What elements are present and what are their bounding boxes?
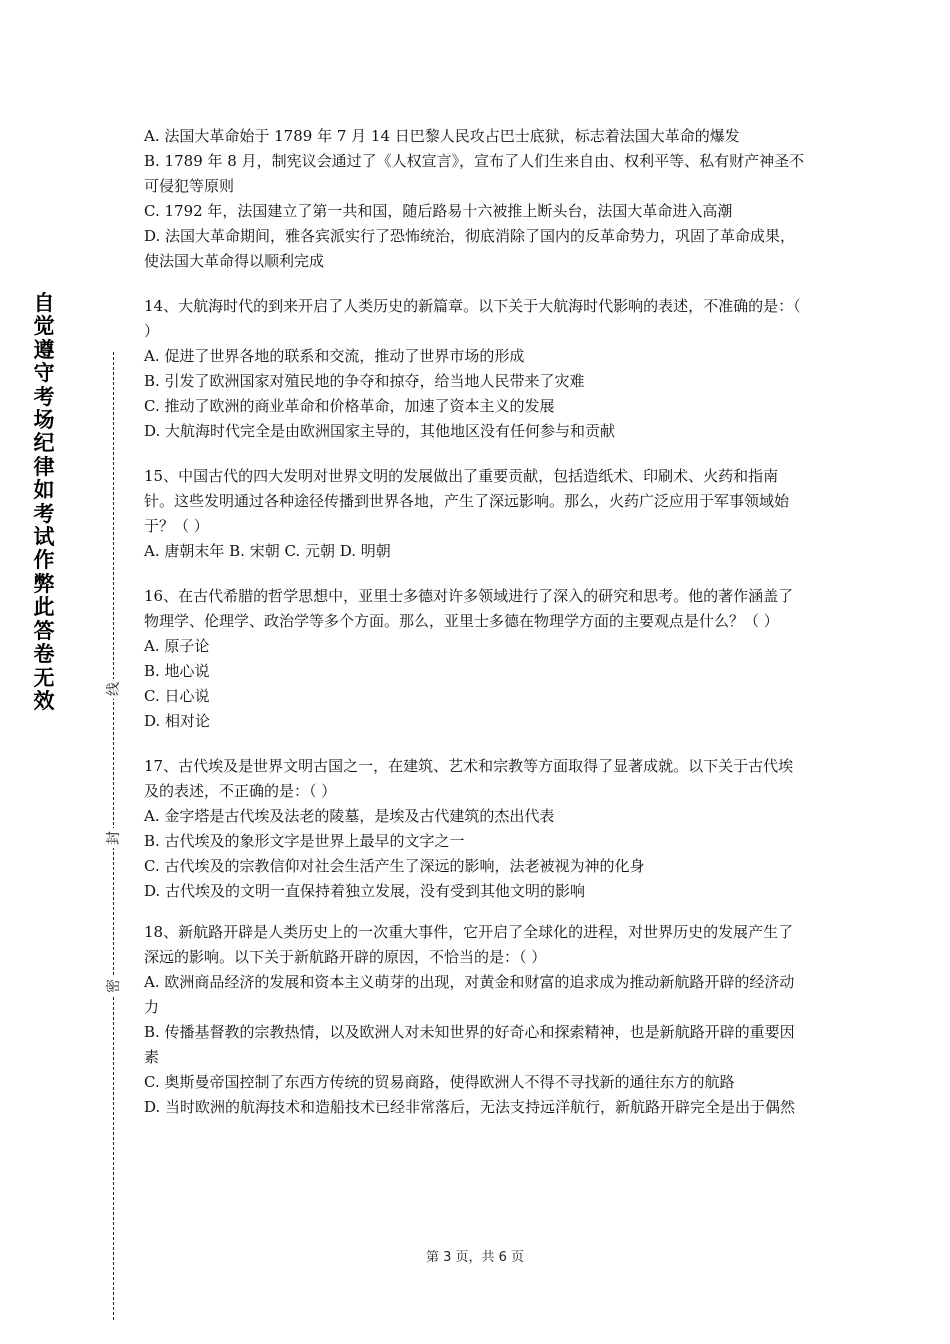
seal-label-feng: 封 — [103, 828, 125, 848]
seal-label-mi: 密 — [103, 976, 125, 996]
question-15 — [144, 464, 808, 564]
option-line: C. 日心说 — [144, 687, 210, 705]
question-13-options — [144, 124, 808, 274]
question-stem: 15、中国古代的四大发明对世界文明的发展做出了重要贡献，包括造纸术、印刷术、火药和指南针。这些发明通过各种途径传播到世界各地，产生了深远影响。那么，火药广泛应用于军事领域始于？（ ） — [144, 467, 790, 535]
option-line: B. 1789 年 8 月，制宪议会通过了《人权宣言》，宣布了人们生来自由、权利平等、私有财产神圣不可侵犯等原则 — [144, 152, 805, 195]
page-number: 第 3 页，共 6 页 — [425, 1250, 525, 1265]
question-stem: 16、在古代希腊的哲学思想中，亚里士多德对许多领域进行了深入的研究和思考。他的著作涵盖了物理学、伦理学、政治学等多个方面。那么，亚里士多德在物理学方面的主要观点是什么？（ ） — [144, 587, 794, 630]
option-line: C. 古代埃及的宗教信仰对社会生活产生了深远的影响，法老被视为神的化身 — [144, 857, 645, 875]
option-line: B. 古代埃及的象形文字是世界上最早的文字之一 — [144, 832, 465, 850]
option-line: B. 地心说 — [144, 662, 210, 680]
option-line: A. 欧洲商品经济的发展和资本主义萌芽的出现，对黄金和财富的追求成为推动新航路开辟的经济动力 — [144, 973, 795, 1016]
option-line: B. 引发了欧洲国家对殖民地的争夺和掠夺，给当地人民带来了灾难 — [144, 372, 585, 390]
question-16 — [144, 584, 808, 734]
option-line: A. 法国大革命始于 1789 年 7 月 14 日巴黎人民攻占巴士底狱，标志着法国大革命的爆发 — [144, 127, 740, 145]
question-stem: 17、古代埃及是世界文明古国之一，在建筑、艺术和宗教等方面取得了显著成就。以下关于古代埃及的表述，不正确的是：（ ） — [144, 757, 794, 800]
question-18 — [144, 920, 808, 1120]
question-stem: 14、大航海时代的到来开启了人类历史的新篇章。以下关于大航海时代影响的表述，不准确的是：（ ） — [144, 297, 801, 340]
option-line: D. 大航海时代完全是由欧洲国家主导的，其他地区没有任何参与和贡献 — [144, 422, 616, 440]
option-line: A. 金字塔是古代埃及法老的陵墓，是埃及古代建筑的杰出代表 — [144, 807, 555, 825]
option-line: D. 当时欧洲的航海技术和造船技术已经非常落后，无法支持远洋航行，新航路开辟完全是出于偶然 — [144, 1098, 796, 1116]
option-line: C. 1792 年，法国建立了第一共和国，随后路易十六被推上断头台，法国大革命进入高潮 — [144, 202, 733, 220]
question-stem: 18、新航路开辟是人类历史上的一次重大事件，它开启了全球化的进程，对世界历史的发展产生了深远的影响。以下关于新航路开辟的原因，不恰当的是：（ ） — [144, 923, 794, 966]
option-line: A. 促进了世界各地的联系和交流，推动了世界市场的形成 — [144, 347, 525, 365]
option-line: D. 相对论 — [144, 712, 211, 730]
option-line: A. 唐朝末年 B. 宋朝 C. 元朝 D. 明朝 — [144, 542, 391, 560]
question-content — [144, 124, 808, 1120]
option-line: D. 法国大革命期间，雅各宾派实行了恐怖统治，彻底消除了国内的反革命势力，巩固了革命成果，使法国大革命得以顺利完成 — [144, 227, 796, 270]
question-17 — [144, 754, 808, 904]
seal-label-xian: 线 — [103, 679, 125, 699]
option-line: C. 奥斯曼帝国控制了东西方传统的贸易商路，使得欧洲人不得不寻找新的通往东方的航路 — [144, 1073, 735, 1091]
exam-integrity-notice: 自觉遵守考场纪律如考试作弊此答卷无效 — [33, 291, 55, 713]
option-line: B. 传播基督教的宗教热情，以及欧洲人对未知世界的好奇心和探索精神，也是新航路开辟的重要因素 — [144, 1023, 795, 1066]
option-line: A. 原子论 — [144, 637, 210, 655]
question-14 — [144, 294, 808, 444]
option-line: D. 古代埃及的文明一直保持着独立发展，没有受到其他文明的影响 — [144, 882, 586, 900]
option-line: C. 推动了欧洲的商业革命和价格革命，加速了资本主义的发展 — [144, 397, 555, 415]
